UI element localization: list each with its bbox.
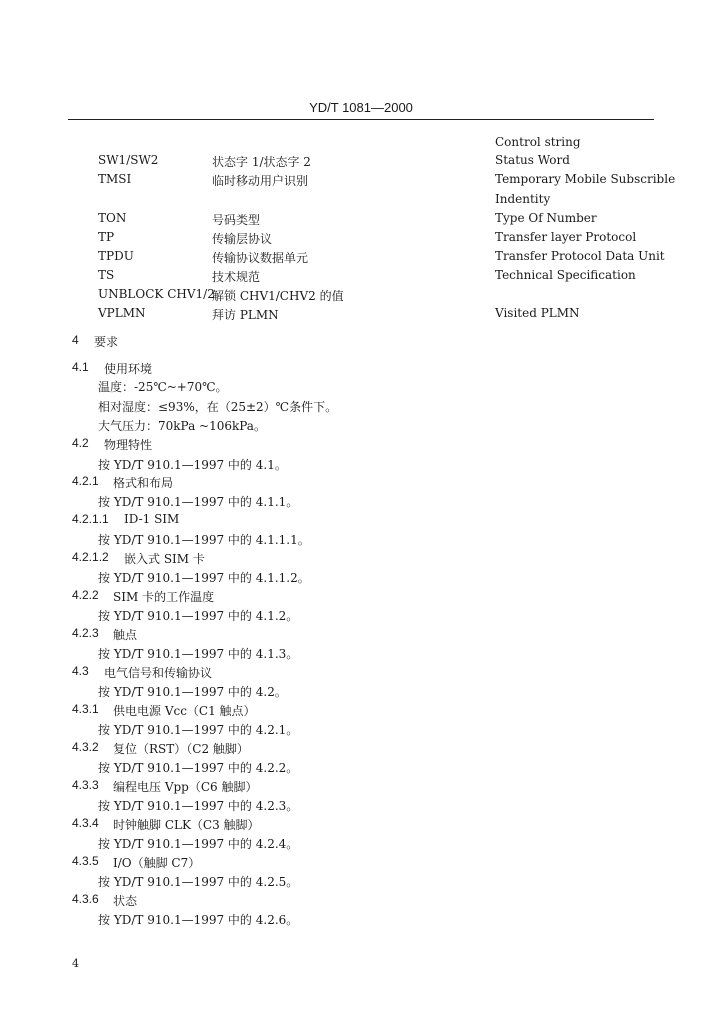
abbr-term: TON <box>98 211 127 225</box>
abbr-term: TPDU <box>98 249 134 263</box>
abbr-english: Visited PLMN <box>495 306 580 320</box>
section-title: ID-1 SIM <box>124 512 180 526</box>
abbreviation-row <box>0 172 722 191</box>
abbr-term: VPLMN <box>98 306 146 320</box>
section-body: 按 YD/T 910.1—1997 中的 4.1.2。 <box>98 609 299 623</box>
section-title: 电气信号和传输协议 <box>104 666 213 680</box>
section-title: 时钟触脚 CLK（C3 触脚） <box>113 818 260 832</box>
section-body: 按 YD/T 910.1—1997 中的 4.2.3。 <box>98 799 299 813</box>
abbr-chinese: 临时移动用户识别 <box>212 174 309 188</box>
abbreviation-row <box>0 211 722 230</box>
abbr-term: SW1/SW2 <box>98 153 159 167</box>
page-number: 4 <box>72 957 79 970</box>
section-title: 复位（RST）（C2 触脚） <box>113 742 249 756</box>
section-body: 按 YD/T 910.1—1997 中的 4.1.1。 <box>98 495 299 509</box>
abbr-term: TMSI <box>98 172 132 186</box>
section-body: 按 YD/T 910.1—1997 中的 4.2.4。 <box>98 837 299 851</box>
section-number: 4.1 <box>72 360 89 374</box>
abbr-term: TP <box>98 230 115 244</box>
abbr-chinese: 传输协议数据单元 <box>212 251 309 265</box>
abbreviation-row <box>0 192 722 211</box>
abbreviation-row <box>0 287 722 306</box>
section-body: 按 YD/T 910.1—1997 中的 4.2.2。 <box>98 761 299 775</box>
section-number: 4.3.2 <box>72 740 99 754</box>
section-title: 触点 <box>113 628 138 642</box>
abbr-chinese: 技术规范 <box>212 270 261 284</box>
abbreviation-row <box>0 268 722 287</box>
section-number: 4.2.1 <box>72 474 99 488</box>
section-number: 4.3.1 <box>72 702 99 716</box>
section-number: 4.3.3 <box>72 778 99 792</box>
section-title: 格式和布局 <box>113 476 174 490</box>
section-title: 要求 <box>94 335 119 349</box>
abbr-chinese: 状态字 1/状态字 2 <box>212 155 311 169</box>
abbr-chinese: 拜访 PLMN <box>212 308 279 322</box>
abbreviation-row <box>0 230 722 249</box>
abbr-english: Status Word <box>495 153 570 167</box>
section-body: 按 YD/T 910.1—1997 中的 4.2.5。 <box>98 875 299 889</box>
abbr-term: TS <box>98 268 115 282</box>
section-number: 4.3.4 <box>72 816 99 830</box>
section-title: 编程电压 Vpp（C6 触脚） <box>113 780 258 794</box>
section-body: 按 YD/T 910.1—1997 中的 4.2.6。 <box>98 913 299 927</box>
section-number: 4.3.6 <box>72 892 99 906</box>
abbr-english: Transfer layer Protocol <box>495 230 637 244</box>
section-number: 4.2.1.1 <box>72 512 109 526</box>
section-body: 按 YD/T 910.1—1997 中的 4.1.1.2。 <box>98 571 310 585</box>
environment-line: 温度：-25℃~+70℃。 <box>98 380 228 394</box>
section-number: 4 <box>72 333 79 347</box>
section-body: 按 YD/T 910.1—1997 中的 4.2.1。 <box>98 723 299 737</box>
abbr-english: Type Of Number <box>495 211 597 225</box>
abbreviation-row <box>0 249 722 268</box>
section-number: 4.2.3 <box>72 626 99 640</box>
section-number: 4.2.1.2 <box>72 550 109 564</box>
abbreviation-row <box>0 153 722 172</box>
section-body: 按 YD/T 910.1—1997 中的 4.1.3。 <box>98 647 299 661</box>
abbr-english: Temporary Mobile Subscrible <box>495 172 676 186</box>
section-number: 4.2 <box>72 436 89 450</box>
section-title: I/O（触脚 C7） <box>113 856 201 870</box>
section-number: 4.3 <box>72 664 89 678</box>
section-title: 使用环境 <box>104 362 153 376</box>
abbr-english: Technical Specification <box>495 268 636 282</box>
section-body: 按 YD/T 910.1—1997 中的 4.1。 <box>98 458 287 472</box>
abbr-term: UNBLOCK CHV1/2 <box>98 287 215 301</box>
abbr-chinese: 解锁 CHV1/CHV2 的值 <box>212 289 344 303</box>
section-title: SIM 卡的工作温度 <box>113 590 215 604</box>
document-header-title: YD/T 1081—2000 <box>309 100 413 115</box>
section-title: 物理特性 <box>104 438 153 452</box>
abbr-chinese: 传输层协议 <box>212 232 273 246</box>
section-title: 嵌入式 SIM 卡 <box>124 552 205 566</box>
abbr-english: Indentity <box>495 192 551 206</box>
environment-line: 大气压力：70kPa ~106kPa。 <box>98 419 266 433</box>
header-rule <box>68 119 654 120</box>
abbr-chinese: 号码类型 <box>212 213 261 227</box>
section-title: 供电电源 Vcc（C1 触点） <box>113 704 256 718</box>
abbreviation-row <box>0 306 722 325</box>
section-number: 4.3.5 <box>72 854 99 868</box>
section-body: 按 YD/T 910.1—1997 中的 4.2。 <box>98 685 287 699</box>
environment-line: 相对湿度：≤93%，在（25±2）℃条件下。 <box>98 400 338 414</box>
section-number: 4.2.2 <box>72 588 99 602</box>
section-title: 状态 <box>113 894 138 908</box>
section-body: 按 YD/T 910.1—1997 中的 4.1.1.1。 <box>98 533 310 547</box>
abbr-english: Transfer Protocol Data Unit <box>495 249 665 263</box>
abbr-english-line: Control string <box>495 135 581 149</box>
